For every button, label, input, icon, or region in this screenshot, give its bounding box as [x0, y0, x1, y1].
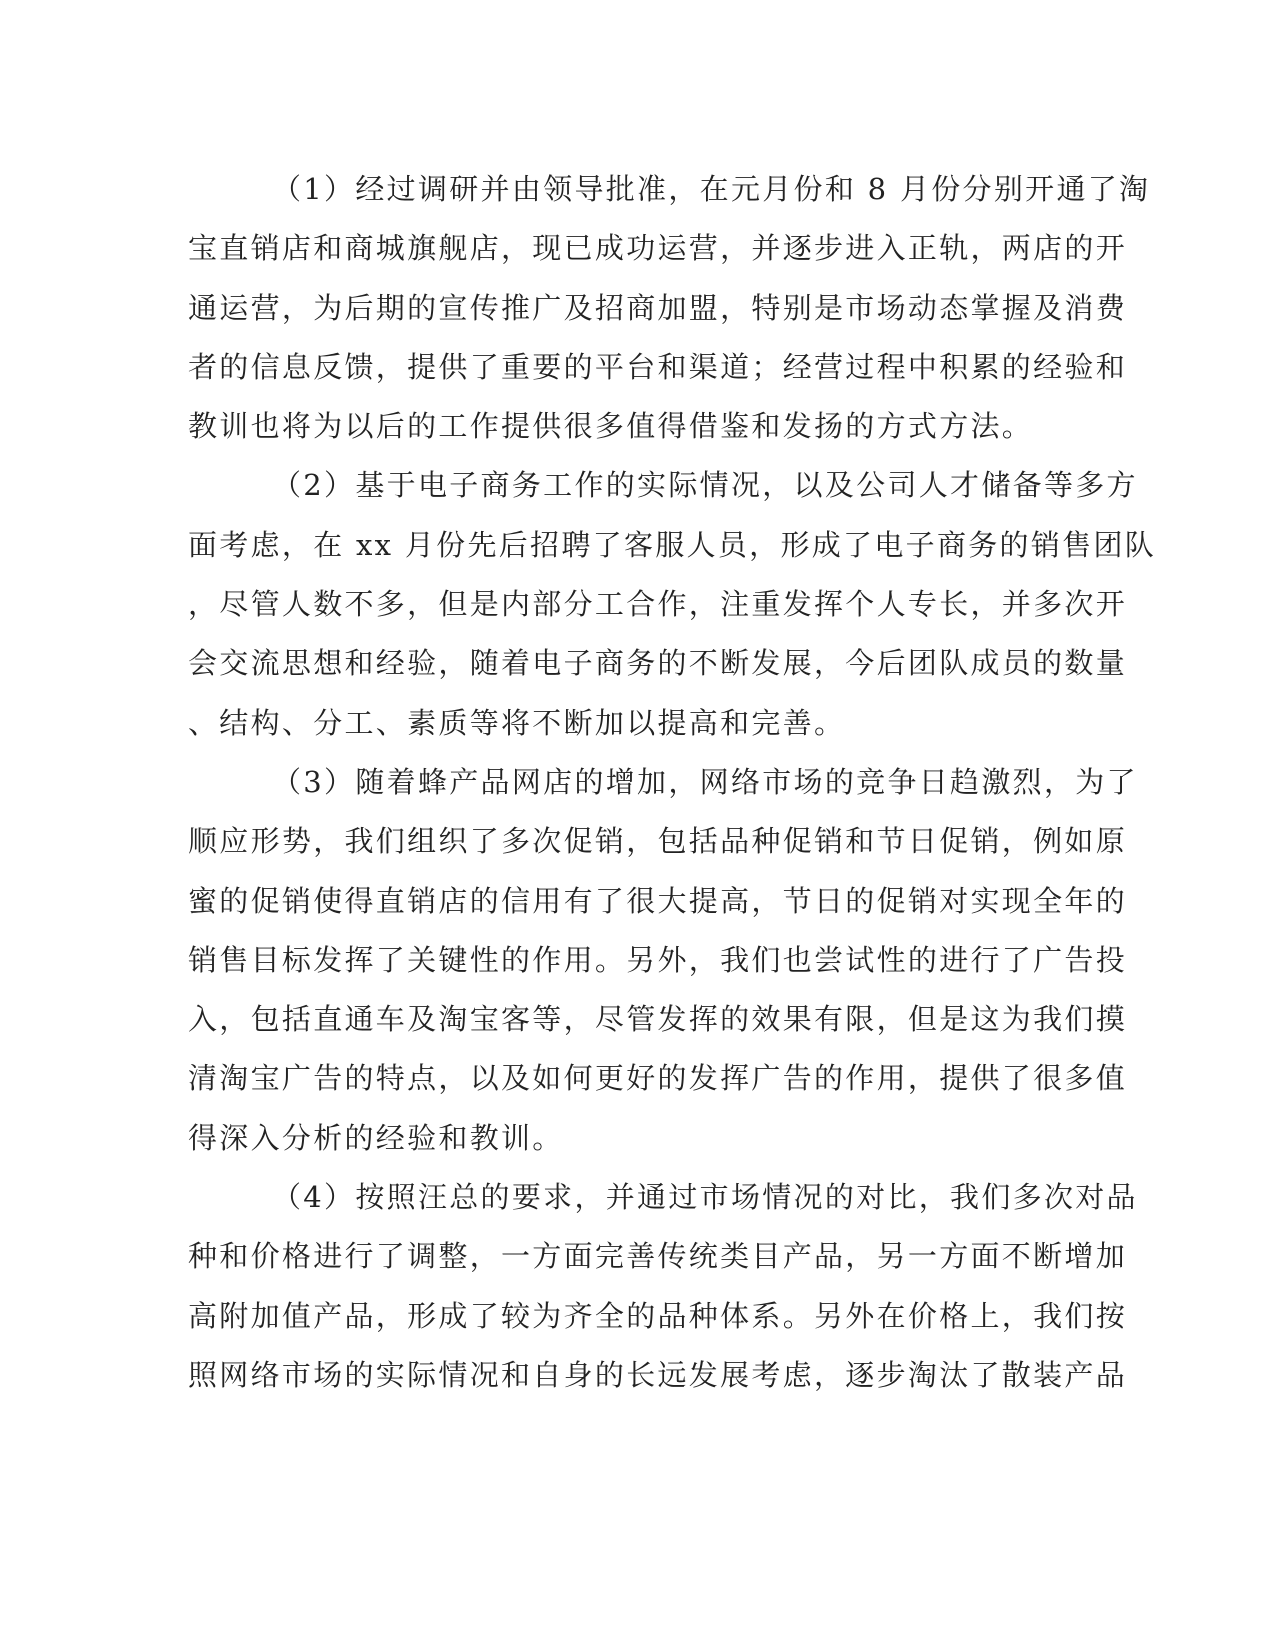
paragraph-1 [188, 160, 1151, 456]
paragraph-line: （4）按照汪总的要求，并通过市场情况的对比，我们多次对品 [272, 1180, 1138, 1215]
paragraph-line: 得深入分析的经验和教训。 [188, 1120, 564, 1155]
paragraph-3 [188, 753, 1138, 1168]
document-body [188, 160, 1157, 1405]
paragraph-line: ，尽管人数不多，但是内部分工合作，注重发挥个人专长，并多次开 [188, 587, 1128, 622]
paragraph-line: 面考虑，在 xx 月份先后招聘了客服人员，形成了电子商务的销售团队 [188, 527, 1157, 562]
paragraph-line: 顺应形势，我们组织了多次促销，包括品种促销和节日促销，例如原 [188, 824, 1128, 859]
paragraph-line: 通运营，为后期的宣传推广及招商加盟，特别是市场动态掌握及消费 [188, 290, 1128, 325]
paragraph-line: （2）基于电子商务工作的实际情况，以及公司人才储备等多方 [272, 468, 1138, 503]
paragraph-line: 入，包括直通车及淘宝客等，尽管发挥的效果有限，但是这为我们摸 [188, 1002, 1128, 1037]
paragraph-line: 照网络市场的实际情况和自身的长远发展考虑，逐步淘汰了散装产品 [188, 1357, 1128, 1392]
paragraph-line: （3）随着蜂产品网店的增加，网络市场的竞争日趋激烈，为了 [272, 764, 1138, 799]
paragraph-line: 宝直销店和商城旗舰店，现已成功运营，并逐步进入正轨，两店的开 [188, 231, 1128, 266]
paragraph-2 [188, 456, 1157, 752]
paragraph-line: 种和价格进行了调整，一方面完善传统类目产品，另一方面不断增加 [188, 1239, 1128, 1274]
paragraph-line: 高附加值产品，形成了较为齐全的品种体系。另外在价格上，我们按 [188, 1298, 1128, 1333]
paragraph-line: 、结构、分工、素质等将不断加以提高和完善。 [188, 705, 846, 740]
paragraph-line: 教训也将为以后的工作提供很多值得借鉴和发扬的方式方法。 [188, 409, 1034, 444]
paragraph-line: 会交流思想和经验，随着电子商务的不断发展，今后团队成员的数量 [188, 646, 1128, 681]
paragraph-line: 者的信息反馈，提供了重要的平台和渠道；经营过程中积累的经验和 [188, 349, 1128, 384]
paragraph-4 [188, 1168, 1138, 1405]
paragraph-line: 蜜的促销使得直销店的信用有了很大提高，节日的促销对实现全年的 [188, 883, 1128, 918]
paragraph-line: （1）经过调研并由领导批准，在元月份和 8 月份分别开通了淘 [272, 172, 1151, 206]
paragraph-line: 销售目标发挥了关键性的作用。另外，我们也尝试性的进行了广告投 [188, 942, 1128, 977]
paragraph-line: 清淘宝广告的特点，以及如何更好的发挥广告的作用，提供了很多值 [188, 1061, 1128, 1096]
